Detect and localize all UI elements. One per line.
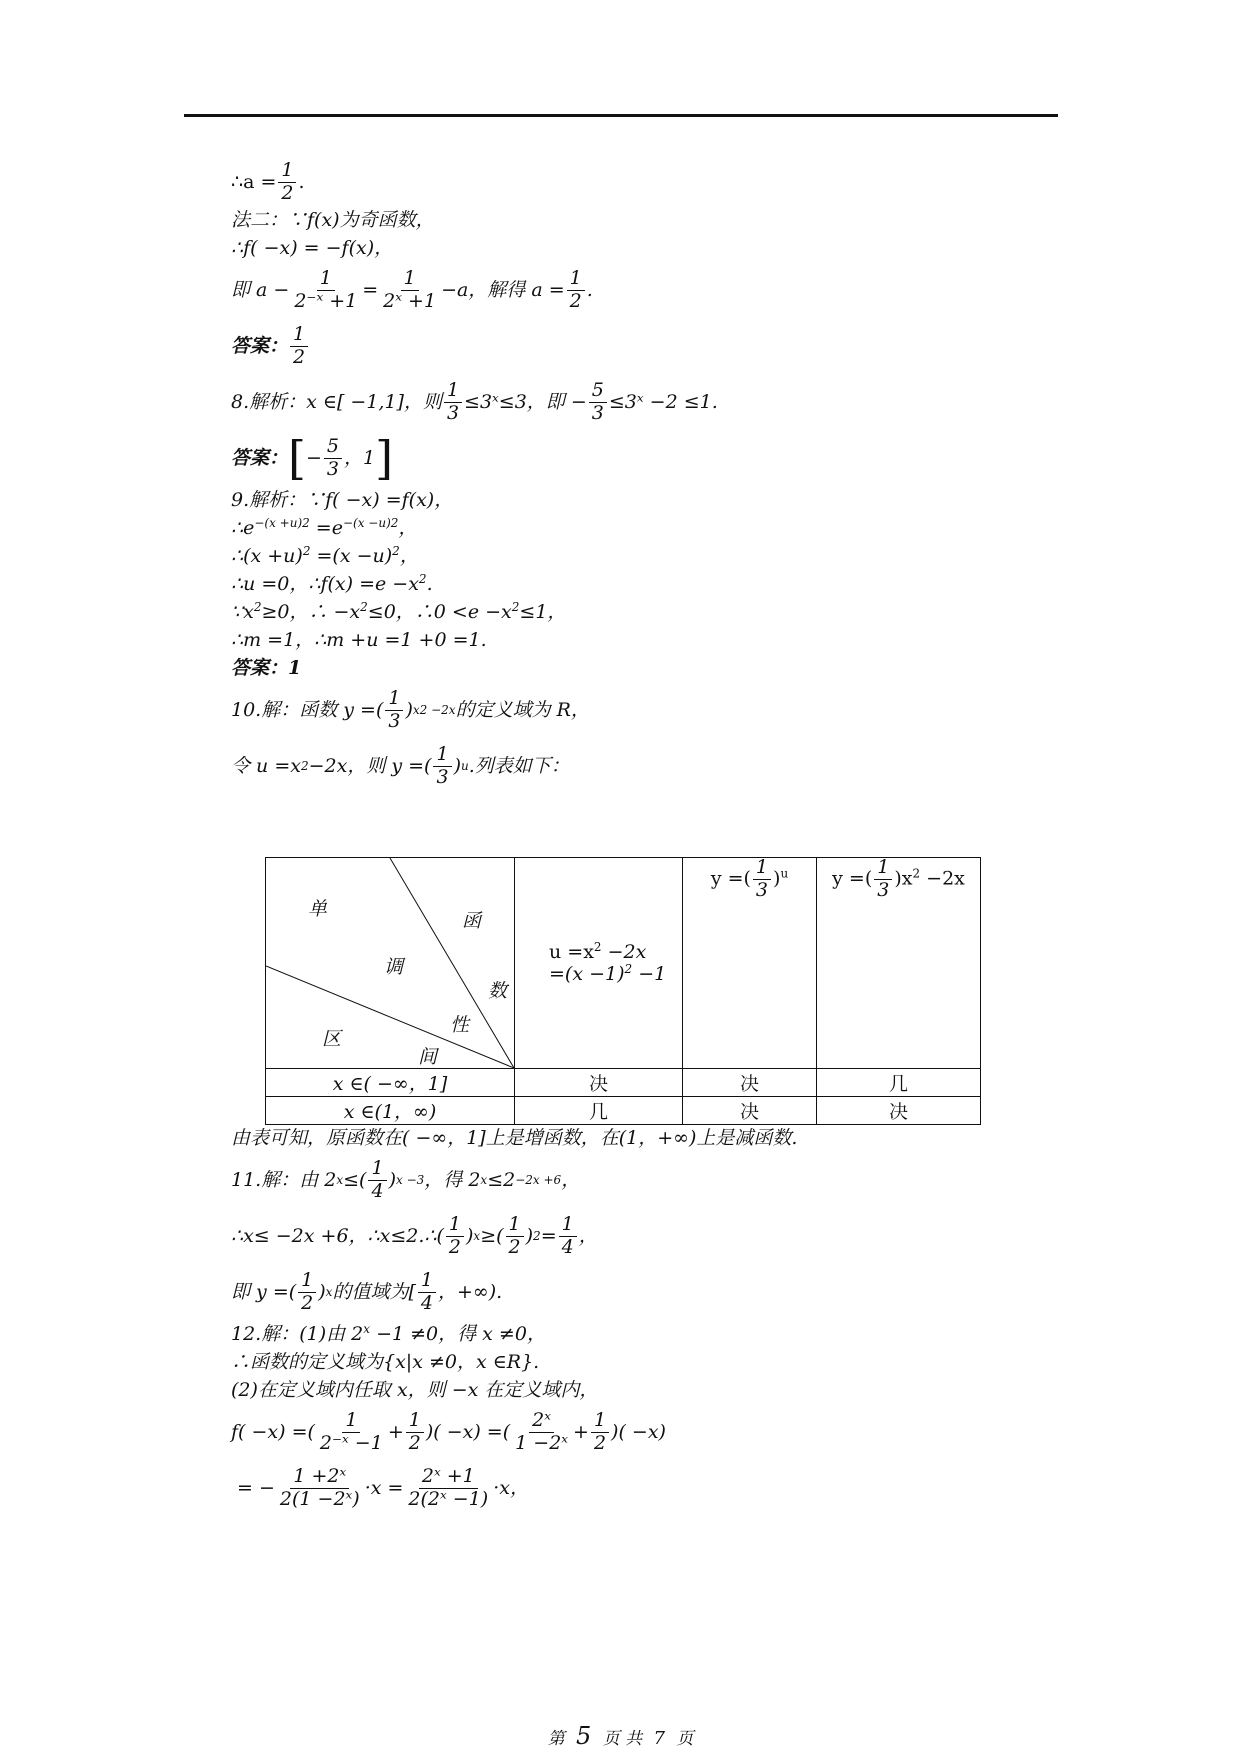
text: ， [578,1225,598,1247]
text: ) [465,1225,474,1247]
text: − [305,447,322,469]
superscript: 2 [624,962,633,976]
text: ， [399,545,419,567]
table-cell: 几 [515,1097,683,1125]
text: −1 ≠0，得 x ≠0， [370,1323,546,1345]
bracket: ] [375,431,394,485]
footer-text: 页 共 [602,1729,643,1749]
text: ) [405,699,413,721]
header-label: 间 [418,1046,438,1068]
denominator: 3 [388,709,401,732]
line-14: 答案：1 [231,657,302,679]
text: ) [318,1281,326,1303]
text: −1 [632,963,667,985]
fraction [406,1408,424,1454]
numerator: 1 [278,161,296,183]
denominator: 4 [420,1291,433,1314]
text: ∴a = [231,171,277,193]
line-7 [231,430,1071,486]
text: ) [894,867,902,890]
text: 12.解：(1)由 2 [231,1323,364,1345]
monotonicity-table [265,857,981,1125]
text: ∴e [231,517,255,539]
superscript: 2 [511,600,520,614]
text: = [540,1225,557,1247]
text: ，1 [343,447,376,469]
text: ≥0，∴ −x [261,601,361,623]
superscript: 2 [912,866,921,881]
diagonal-header-cell [266,858,515,1069]
table-row [266,1097,981,1125]
column-y-of-u [683,858,817,1069]
fraction [506,1212,524,1258]
denominator: 2 [281,181,294,204]
numerator: 2ˣ +1 [419,1467,478,1489]
denominator: 4 [561,1235,574,1258]
numerator: 5 [589,381,607,403]
page-number: 5 [576,1722,592,1750]
denominator: 2(2ˣ −1) [408,1487,489,1510]
line-16: 令 u =x 2 −2x，则 y =( $\frac{1}{3}$ ) u .列表如下： [231,742,570,788]
interval-cell: x ∈( −∞，1] [266,1069,515,1097]
text: =(x −1) [549,963,625,985]
text: f( −x) =( [231,1421,315,1443]
line-3: ∴f( −x) = −f(x)， [231,237,394,259]
line-5 [231,318,1071,374]
fraction [559,1212,577,1258]
text: 11.解：由 2 [231,1169,337,1191]
text: ，+∞). [437,1281,503,1303]
footer-text: 第 [547,1729,565,1749]
line-8: 9.解析：∵f( −x) =f(x)， [231,489,454,511]
table-cell: 决 [817,1097,981,1125]
text: . [298,171,305,193]
diagonal-header [266,858,514,1068]
text: y =( [710,867,751,890]
answer-label: 答案： [231,335,289,357]
denominator: 3 [591,401,604,424]
text: + [387,1421,404,1443]
u-definition [515,941,682,985]
text: 10.解：函数 y =( [231,699,384,721]
denominator: 2⁻ˣ +1 [294,289,358,312]
numerator: 1 [385,689,403,711]
numerator: 1 [567,269,585,291]
text: ) [388,1169,396,1191]
denominator: 2 [508,1235,521,1258]
denominator: 2 [448,1235,461,1258]
fraction [567,266,585,312]
line-17: 由表可知，原函数在( −∞，1]上是增函数，在(1，+∞)上是减函数. [231,1127,798,1149]
fraction [290,322,308,368]
fraction [317,1408,386,1454]
denominator: 1 −2ˣ [515,1431,569,1454]
line-1 [231,158,1071,206]
text: 的定义域为 R， [455,699,590,721]
line-10 [231,542,1071,570]
numerator: 5 [324,437,342,459]
numerator: 1 [446,1215,464,1237]
fraction [277,1464,363,1510]
line-25 [231,1460,1071,1516]
text: ∴(x +u) [231,545,303,567]
denominator: 2 [593,1431,607,1454]
fraction [368,1156,386,1202]
text: ≤1， [519,601,567,623]
line-12 [231,598,1071,626]
denominator: 3 [436,765,449,788]
line-13: ∴m =1，∴m +u =1 +0 =1. [231,629,487,651]
superscript: 2 [392,544,400,558]
fraction [405,1464,491,1510]
numerator: 1 [559,1215,577,1237]
bracket: [ [288,431,306,485]
denominator: 2⁻ˣ −1 [319,1431,383,1454]
line-15: 10.解：函数 y =( $\frac{1}{3}$ ) x2 −2x 的定义域为 R， [231,686,590,732]
superscript: x [363,1322,371,1336]
text: ·x， [493,1477,529,1499]
line-6 [231,374,1071,430]
column-u [515,858,683,1069]
denominator: 3 [755,878,769,901]
numerator: 1 [317,269,335,291]
numerator: 1 +2ˣ [290,1467,349,1489]
text: 令 u =x [231,755,301,777]
numerator: 1 [874,858,892,880]
text: . [586,279,593,301]
table-row [266,1069,981,1097]
text: 8.解析：x ∈[ −1,1]，则 [231,391,442,413]
header-label: 性 [450,1014,470,1036]
text: y =( [832,867,873,890]
numerator: 1 [506,1215,524,1237]
solution-body-continued [231,1124,1071,1516]
header-rule [184,114,1058,117]
line-21 [231,1320,1071,1348]
denominator: 2 [293,345,306,368]
footer-text: 页 [676,1729,694,1749]
denominator: 3 [446,401,460,424]
line-23: (2)在定义域内任取 x，则 −x 在定义域内， [231,1379,599,1401]
fraction [444,378,462,424]
text: . [426,573,433,595]
fraction [512,1408,571,1454]
fraction [591,1408,609,1454]
superscript: 2 [593,940,602,954]
text: ) [773,867,781,890]
numerator: 1 [368,1159,386,1181]
text: ) [525,1225,534,1247]
numerator: 1 [591,1411,609,1433]
denominator: 2 [569,289,582,312]
numerator: 1 [298,1271,316,1293]
fraction [278,158,296,204]
line-2: 法二：∵f(x)为奇函数， [231,209,435,231]
denominator: 2(1 −2ˣ) [279,1487,360,1510]
fraction [291,266,360,312]
line-20: 即 y =( $\frac{1}{2}$ ) x 的值域为[ $\frac{1}{4}$ ，+∞). [231,1268,503,1314]
text: =(x −u) [310,545,393,567]
superscript: 2 [302,544,311,558]
text: −2x，则 y =( [308,755,432,777]
numerator: 1 [290,325,308,347]
text: = [362,279,379,301]
fraction [589,378,607,424]
superscript: 2 [253,600,262,614]
text: −2x [920,867,965,890]
numerator: 1 [433,745,451,767]
text: ∵x [231,601,254,623]
superscript: u [780,866,789,881]
line-4 [231,262,1071,318]
text: ≤( [343,1169,367,1191]
text: −2x [601,941,647,963]
column-y-of-x [817,858,981,1069]
denominator: 2ˣ +1 [383,289,437,312]
text: + [573,1421,589,1443]
fraction [385,686,403,732]
line-24 [231,1404,1071,1460]
text: ， [561,1169,581,1191]
text: =e [309,517,343,539]
text: ，得 2 [424,1169,481,1191]
text: u =x [549,941,594,963]
text: ≤2 [487,1169,516,1191]
fraction [446,1212,464,1258]
text: ·x = [364,1477,404,1499]
numerator: 1 [401,269,419,291]
superscript: −(x −u)2 [342,516,399,530]
line-18: 11.解：由 2 x ≤( $\frac{1}{4}$ ) x −3 ，得 2 x ≤2 −2x +6 ， [231,1156,581,1202]
table-cell: 决 [683,1069,817,1097]
numerator: 1 [444,381,462,403]
text: ∴x≤ −2x +6，∴x≤2.∴( [231,1225,444,1247]
text: ≥( [480,1225,504,1247]
text: 即 y =( [231,1281,297,1303]
fraction [298,1268,316,1314]
line-9 [231,514,1071,542]
superscript: −(x +u)2 [254,516,310,530]
fraction [324,434,342,480]
numerator: 2ˣ [529,1411,554,1433]
fraction [418,1268,436,1314]
text: )( −x) [611,1421,666,1443]
header-label: 区 [322,1028,342,1050]
text: ) [453,755,461,777]
table-cell: 决 [515,1069,683,1097]
interval-cell: x ∈(1，∞) [266,1097,515,1125]
text: .列表如下： [468,755,570,777]
total-pages: 7 [653,1728,665,1749]
solution-body [231,158,1071,794]
table-cell: 决 [683,1097,817,1125]
page-footer [0,1722,1241,1750]
text: 即 a − [231,279,290,301]
numerator: 1 [418,1271,436,1293]
line-19: ∴x≤ −2x +6，∴x≤2.∴( $\frac{1}{2}$ ) x ≥( $\frac{1}{2}$ ) 2 = $\frac{1}{4}$ ， [231,1212,598,1258]
fraction [874,858,892,901]
fraction [380,266,439,312]
text: ≤0，∴0 <e −x [367,601,512,623]
numerator: 1 [342,1411,360,1433]
line-22: ∴函数的定义域为{x|x ≠0，x ∈R}. [231,1351,540,1373]
header-label: 函 [462,910,482,932]
text: = − [237,1477,275,1499]
denominator: 4 [371,1179,384,1202]
text: )( −x) =( [425,1421,511,1443]
text: ≤3ˣ −2 ≤1. [608,391,718,413]
numerator: 1 [753,858,771,880]
header-label: 数 [488,980,508,1002]
superscript: 2 [418,572,427,586]
text: −a，解得 a = [441,279,565,301]
text: x [901,867,913,890]
text: ∴u =0，∴f(x) =e −x [231,573,419,595]
text: 的值域为[ [332,1281,416,1303]
numerator: 1 [406,1411,424,1433]
fraction [753,858,771,901]
superscript: 2 [360,600,368,614]
fraction [433,742,451,788]
text: ≤3ˣ≤3，即 − [464,391,587,413]
header-label: 单 [308,898,328,920]
table-cell: 几 [817,1069,981,1097]
denominator: 2 [301,1291,314,1314]
line-11 [231,570,1071,598]
denominator: 2 [408,1431,421,1454]
denominator: 3 [877,878,890,901]
answer-label: 答案： [231,447,289,469]
header-label: 调 [384,956,404,978]
denominator: 3 [326,457,339,480]
text: ， [398,517,418,539]
